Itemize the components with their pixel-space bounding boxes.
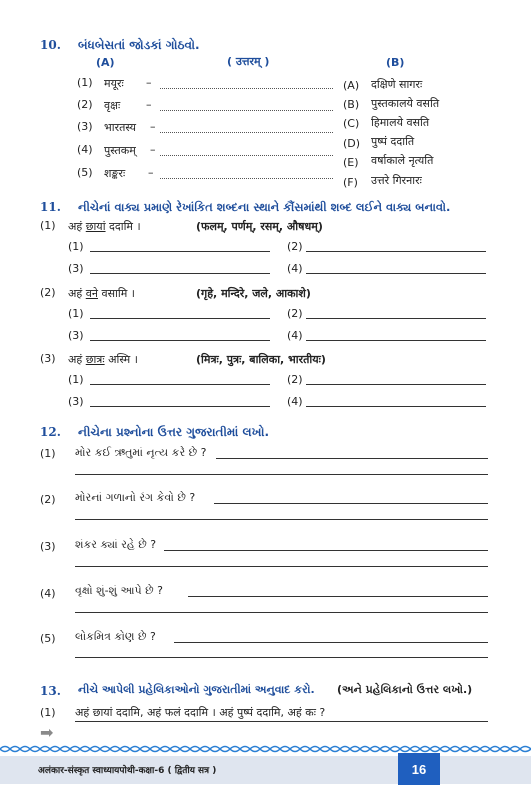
option-letter: (C) [343,117,360,130]
answer-line[interactable] [75,519,488,520]
q11-item-number: (3) [40,352,56,365]
answer-head: ( उत्तरम् ) [227,55,270,68]
sub-number: (2) [287,307,303,320]
sub-number: (4) [287,329,303,342]
option-text: उत्तरे गिरनारः [371,174,422,187]
item-number: (1) [77,76,93,89]
answer-line[interactable] [75,474,488,475]
q12-item-number: (4) [40,587,56,600]
answer-line[interactable] [90,340,270,341]
q12-title: નીચેના પ્રશ્નોના ઉત્તર ગુજરાતીમાં લખો. [78,425,270,439]
dash: – [150,143,156,156]
q11-options: (गृहे, मन्दिरे, जले, आकाशे) [196,287,311,300]
answer-line[interactable] [90,251,270,252]
answer-line[interactable] [75,657,488,658]
option-letter: (B) [343,98,360,111]
q13-title-extra: (અને પ્રહેલિકાનો ઉત્તર લખો.) [337,683,473,696]
q11-sentence: अहं वने वसामि । [68,287,135,300]
option-letter: (A) [343,79,360,92]
q12-item-number: (2) [40,493,56,506]
sub-number: (1) [68,240,84,253]
wave-border [0,744,531,754]
answer-line[interactable] [306,273,486,274]
item-text: मयूरः [104,77,124,90]
q12-question: વૃક્ષો શું-શું આપે છે ? [75,584,163,597]
answer-line[interactable] [188,596,488,597]
dash: – [146,76,152,89]
answer-line[interactable] [160,110,333,111]
answer-line[interactable] [90,273,270,274]
q12-item-number: (1) [40,447,56,460]
q12-question: મોરનાં ગળાનો રંગ કેવો છે ? [75,491,196,504]
answer-line[interactable] [160,88,333,89]
answer-line[interactable] [75,721,488,722]
answer-line[interactable] [75,566,488,567]
q10-title: બંધબેસતાં જોડકાં ગોઠવો. [78,38,200,52]
answer-line[interactable] [164,550,488,551]
page-number: 16 [398,753,440,785]
q13-riddle: अहं छायां ददामि, अहं फलं ददामि । अहं पुष्पं ददामि, अहं कः ? [75,706,326,719]
item-text: भारतस्य [104,121,137,134]
q10-number: 10. [40,38,61,52]
q12-item-number: (5) [40,632,56,645]
sub-number: (2) [287,240,303,253]
sub-number: (3) [68,395,84,408]
arrow-icon: ➡ [40,723,54,742]
q11-title: નીચેનાં વાક્ય પ્રમાણે રેખાંકિત શબ્દના સ્થાને કૌંસમાંથી શબ્દ લઈને વાક્ય બનાવો. [78,200,451,214]
option-text: पुष्पं ददाति [371,135,415,148]
sub-number: (4) [287,395,303,408]
footer-text: अलंकार-संस्कृत स्वाध्यायपोथी-कक्षा-6 ( द्वितीय सत्र ) [38,766,217,776]
q13-number: 13. [40,684,61,698]
option-letter: (E) [343,156,359,169]
col-b-head: (B) [386,56,405,69]
option-text: हिमालये वसति [371,116,430,129]
answer-line[interactable] [90,406,270,407]
option-text: पुस्तकालये वसति [371,97,440,110]
sub-number: (4) [287,262,303,275]
answer-line[interactable] [306,251,486,252]
answer-line[interactable] [306,340,486,341]
sub-number: (1) [68,373,84,386]
q12-question: મોર કઈ ઋતુમાં નૃત્ય કરે છે ? [75,446,207,459]
answer-line[interactable] [214,503,488,504]
q11-sentence: अहं छायां ददामि । [68,220,141,233]
answer-line[interactable] [174,642,488,643]
q12-question: શંકર ક્યાં રહે છે ? [75,538,157,551]
dash: – [148,166,154,179]
sub-number: (3) [68,262,84,275]
answer-line[interactable] [306,318,486,319]
item-number: (3) [77,120,93,133]
item-text: वृक्षः [104,99,121,112]
option-letter: (D) [343,137,361,150]
option-text: वर्षाकाले नृत्यति [371,154,434,167]
answer-line[interactable] [160,155,333,156]
sub-number: (2) [287,373,303,386]
answer-line[interactable] [306,384,486,385]
item-number: (2) [77,98,93,111]
q11-sentence: अहं छात्रः अस्मि । [68,353,138,366]
dash: – [146,98,152,111]
q13-title: નીચે આપેલી પ્રહેલિકાઓનો ગુજરાતીમાં અનુવાદ કરો. [78,683,315,696]
q11-item-number: (2) [40,286,56,299]
q12-item-number: (3) [40,540,56,553]
dash: – [150,120,156,133]
answer-line[interactable] [306,406,486,407]
answer-line[interactable] [90,384,270,385]
item-number: (4) [77,143,93,156]
q11-number: 11. [40,200,61,214]
item-number: (5) [77,166,93,179]
answer-line[interactable] [160,132,333,133]
option-letter: (F) [343,176,358,189]
answer-line[interactable] [216,458,488,459]
sub-number: (1) [68,307,84,320]
item-text: पुस्तकम् [104,144,136,157]
item-text: शङ्करः [104,167,126,180]
answer-line[interactable] [75,612,488,613]
answer-line[interactable] [90,318,270,319]
sub-number: (3) [68,329,84,342]
answer-line[interactable] [160,178,333,179]
col-a-head: (A) [96,56,115,69]
q12-number: 12. [40,425,61,439]
q11-options: (फलम्, पर्णम्, रसम्, औषधम्) [196,220,323,233]
q11-item-number: (1) [40,219,56,232]
q12-question: લોકમિત્ર કોણ છે ? [75,630,156,643]
option-text: दक्षिणे सागरः [371,78,423,91]
q13-item-number: (1) [40,706,56,719]
q11-options: (मित्रः, पुत्रः, बालिका, भारतीयः) [196,353,326,366]
